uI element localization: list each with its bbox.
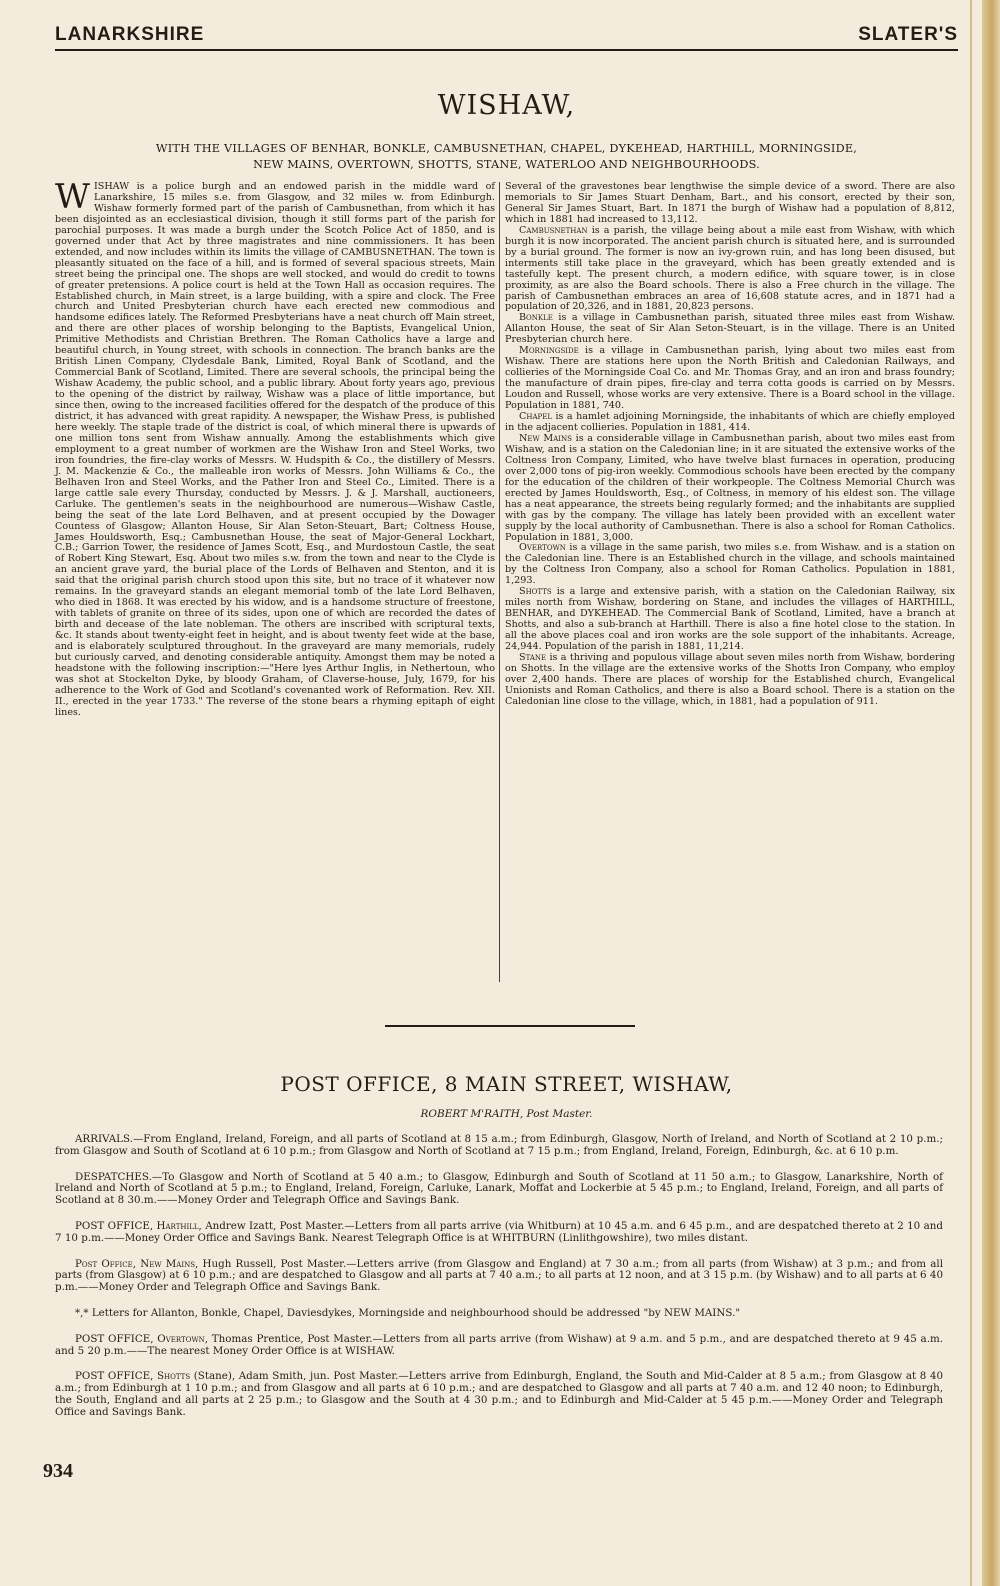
post-office-paragraph: POST OFFICE, Shotts (Stane), Adam Smith, jun. Post Master.—Letters arrive from Edinburgh, England, the South and Mid-Calder at 8 5 a.m.; from Glasgow at 8 40 a.m.; from Edinburgh at 1 10 p.m.; and from Glasgow and all parts at 6 10 p.m.; and are despatched to Glasgow and all parts at 7 40 a.m. and 12 40 noon; to Edinburgh, the South, England and all parts at 2 25 p.m.; to Glasgow and the South at 4 30 p.m.; and to Edinburgh and Mid-Calder at 5 45 p.m.——Money Order and Telegraph Office and Savings Bank. bbox=[55, 1370, 944, 1418]
drop-cap: W bbox=[55, 177, 90, 217]
subtitle-line: NEW MAINS, OVERTOWN, SHOTTS, STANE, WATERLOO AND NEIGHBOURHOODS. bbox=[253, 158, 760, 171]
village-name: Chapel bbox=[519, 411, 552, 423]
village-paragraph: Stane is a thriving and populous village about seven miles north from Wishaw, bordering on Shotts. In the village are the extensive works of the Shotts Iron Company, who employ over 2,400 hands. There are places of worship for the Established church, Evangelical Unionists and Roman Catholics, and there is also a Board school. There is a station on the Caledonian line close to the village, which, in 1881, had a population of 911. bbox=[505, 651, 955, 707]
village-name: Stane bbox=[519, 651, 547, 663]
post-master-line: ROBERT M'RAITH, Post Master. bbox=[420, 1108, 593, 1120]
village-name: Shotts bbox=[519, 586, 552, 598]
subtitle-line: WITH THE VILLAGES OF BENHAR, BONKLE, CAMBUSNETHAN, CHAPEL, DYKEHEAD, HARTHILL, MORNINGSIDE, bbox=[155, 142, 858, 155]
section-divider bbox=[385, 1025, 635, 1027]
post-office-paragraph: Post Office, New Mains, Hugh Russell, Post Master.—Letters arrive (from Glasgow and England) at 7 30 a.m.; from all parts (from Wishaw) at 3 p.m.; and from all parts (from Glasgow) at 6 10 p.m.; and are despatched to Glasgow and all parts at 7 40 a.m.; to all parts at 12 noon, and at 3 15 p.m. (by Wishaw) and to all parts at 6 40 p.m.——Money Order and Telegraph Office and Savings Bank. bbox=[55, 1257, 943, 1294]
page-subtitle bbox=[75, 141, 938, 173]
page-edge-shadow bbox=[970, 0, 972, 1586]
village-name: New Mains bbox=[519, 432, 572, 444]
left-column bbox=[55, 177, 495, 719]
post-office-paragraph: DESPATCHES.—To Glasgow and North of Scotland at 5 40 a.m.; to Glasgow, Edinburgh and South of Scotland at 11 50 a.m.; to Glasgow, Lanarkshire, North of Ireland and North of Scotland at 5 p.m.; to England, Ireland, Foreign, Carluke, Lanark, Moffat and Lockerbie at 5 45 p.m.; to England, Ireland, Foreign, and all parts of Scotland at 8 30.m.——Money Order and Telegraph Office and Savings Bank. bbox=[55, 1170, 943, 1207]
header-rule bbox=[55, 49, 958, 51]
header-publisher: SLATER'S bbox=[858, 24, 958, 45]
right-column bbox=[505, 182, 955, 708]
running-header bbox=[55, 24, 958, 50]
village-name: Overtown bbox=[519, 542, 566, 554]
village-name: Morningside bbox=[519, 345, 579, 357]
village-paragraph: Chapel is a hamlet adjoining Morningside, the inhabitants of which are chiefly employed in the adjacent collieries. Population in 1881, 414. bbox=[505, 411, 955, 433]
column-divider bbox=[499, 182, 500, 982]
village-paragraph: Bonkle is a village in Cambusnethan parish, situated three miles east from Wishaw. Allanton House, the seat of Sir Alan Seton-Steuart, is in the village. There is an United Presbyterian church here. bbox=[505, 312, 955, 346]
post-office-title: POST OFFICE, 8 MAIN STREET, WISHAW, bbox=[280, 1072, 733, 1096]
village-paragraph: Cambusnethan is a parish, the village being about a mile east from Wishaw, with which burgh it is now incorporated. The ancient parish church is situated here, and is surrounded by a burial ground. The former is now an ivy-grown ruin, and has long been disused, but interments still take place in the graveyard, which has been greatly extended and is tastefully kept. The present church, a modern edifice, with square tower, is in close proximity, as are also the Board schools. There is also a Free church in the village. The parish of Cambusnethan embraces an area of 16,608 statute acres, and in 1871 had a population of 20,326, and in 1881, 20,823 persons. bbox=[505, 224, 955, 313]
header-county: LANARKSHIRE bbox=[55, 24, 205, 45]
village-name: Bonkle bbox=[519, 312, 553, 324]
village-name: Cambusnethan bbox=[519, 224, 588, 236]
village-paragraph: New Mains is a considerable village in Cambusnethan parish, about two miles east from Wishaw, and is a station on the Caledonian line; in it are situated the extensive works of the Coltness Iron Company, Limited, who have twelve blast furnaces in operation, producing over 2,000 tons of pig-iron weekly. Commodious schools have been erected by the company for the education of the children of their workpeople. The Coltness Memorial Church was erected by James Houldsworth, Esq., of Coltness, in memory of his eldest son. The village has a neat appearance, the streets being regularly formed; and the inhabitants are supplied with gas by the company. The village has lately been provided with an excellent water supply by the local authority of Cambusnethan. There is also a school for Roman Catholics. Population in 1881, 3,000. bbox=[505, 432, 955, 543]
post-office-body bbox=[55, 1134, 943, 1433]
post-office-paragraph: ARRIVALS.—From England, Ireland, Foreign, and all parts of Scotland at 8 15 a.m.; from Edinburgh, Glasgow, North of Ireland, and North of Scotland at 2 10 p.m.; from Glasgow and South of Scotland at 6 10 p.m.; from Glasgow and North of Scotland at 7 15 p.m.; from England, Ireland, Foreign, Edinburgh, &c. at 6 10 p.m. bbox=[55, 1133, 943, 1157]
post-office-paragraph: POST OFFICE, Overtown, Thomas Prentice, Post Master.—Letters from all parts arrive (from Wishaw) at 9 a.m. and 5 p.m., and are despatched thereto at 9 45 a.m. and 5 20 p.m.——The nearest Money Order Office is at WISHAW. bbox=[55, 1332, 943, 1357]
post-office-paragraph: POST OFFICE, Harthill, Andrew Izatt, Post Master.—Letters from all parts arrive (via Whitburn) at 10 45 a.m. and 6 45 p.m., and are despatched thereto at 2 10 and 7 10 p.m.——Money Order Office and Savings Bank. Nearest Telegraph Office is at WHITBURN (Linlithgowshire), two miles distant. bbox=[55, 1219, 943, 1244]
village-paragraph: Overtown is a village in the same parish, two miles s.e. from Wishaw. and is a station on the Caledonian line. There is an Established church in the village, and schools maintained by the Coltness Iron Company, also a school for Roman Catholics. Population in 1881, 1,293. bbox=[505, 542, 955, 587]
book-spine-edge bbox=[982, 0, 1000, 1586]
page-title: WISHAW, bbox=[437, 90, 576, 121]
village-paragraph: Morningside is a village in Cambusnethan parish, lying about two miles east from Wishaw. There are stations here upon the North British and Caledonian Railways, and collieries of the Morningside Coal Co. and Mr. Thomas Gray, and an iron and brass foundry; the manufacture of drain pipes, fire-clay and terra cotta goods is carried on by Messrs. Loudon and Russell, whose works are very extensive. There is a Board school in the village. Population in 1881, 740. bbox=[505, 345, 955, 412]
village-paragraph: Several of the gravestones bear lengthwise the simple device of a sword. There are also memorials to Sir James Stuart Denham, Bart., and his consort, erected by their son, General Sir James Stuart, Bart. In 1871 the burgh of Wishaw had a population of 8,812, which in 1881 had increased to 13,112. bbox=[505, 181, 955, 225]
village-paragraph: Shotts is a large and extensive parish, with a station on the Caledonian Railway, six miles north from Wishaw, bordering on Stane, and includes the villages of HARTHILL, BENHAR, and DYKEHEAD. The Commercial Bank of Scotland, Limited, have a branch at Shotts, and also a sub-branch at Harthill. There is also a fine hotel close to the station. In all the above places coal and iron works are the sole support of the inhabitants. Acreage, 24,944. Population of the parish in 1881, 11,214. bbox=[505, 586, 955, 653]
page-number: 934 bbox=[43, 1460, 73, 1482]
post-office-paragraph: *,* Letters for Allanton, Bonkle, Chapel, Daviesdykes, Morningside and neighbourhood should be addressed "by NEW MAINS." bbox=[75, 1306, 741, 1319]
left-column-text: ISHAW is a police burgh and an endowed parish in the middle ward of Lanarkshire, 15 miles s.e. from Glasgow, and 32 miles w. from Edinburgh. Wishaw formerly formed part of the parish of Cambusnethan, from which it has been disjointed as an ecclesiastical division, though it still forms part of the parish for parochial purposes. It was made a burgh under the Scotch Police Act of 1850, and is governed under that Act by three magistrates and nine commissioners. It has been extended, and now includes within its limits the village of CAMBUSNETHAN. The town is pleasantly situated on the face of a hill, and is formed of several spacious streets, Main street being the principal one. The shops are well stocked, and would do credit to towns of greater pretensions. A police court is held at the Town Hall as occasion requires. The Established church, in Main street, is a large building, with a spire and clock. The Free church and United Presbyterian church have each erected new commodious and handsome edifices lately. The Reformed Presbyterians have a neat church off Main street, and there are other places of worship belonging to the Baptists, Evangelical Union, Primitive Methodists and Christian Brethren. The Roman Catholics have a large and beautiful church, in Young street, with schools in connection. The branch banks are the British Linen Company, Clydesdale Bank, Limited, Royal Bank of Scotland, and the Commercial Bank of Scotland, Limited. There are several schools, the principal being the Wishaw Academy, the public school, and a public library. About forty years ago, previous to the opening of the district by railway, Wishaw was a place of little importance, but since then, owing to the increased facilities offered for the despatch of the produce of this district, it has advanced with great rapidity. A newspaper, the Wishaw Press, is published here weekly. The staple trade of the district is coal, of which mineral there is upwards of one million tons sent from Wishaw annually. Among the establishments which give employment to a great number of workmen are the Wishaw Iron and Steel Works, two iron foundries, the fire-clay works of Messrs. W. Hudspith & Co., the distillery of Messrs. J. M. Mackenzie & Co., the malleable iron works of Messrs. John Williams & Co., the Belhaven Iron and Steel Works, and the Pather Iron and Steel Co., Limited. There is a large cattle sale every Thursday, conducted by Messrs. J. & J. Marshall, auctioneers, Carluke. The gentlemen's seats in the neighbourhood are numerous—Wishaw Castle, being the seat of the late Lord Belhaven, and at present occupied by the Dowager Countess of Glasgow; Allanton House, Sir Alan Seton-Steuart, Bart; Coltness House, James Houldsworth, Esq.; Cambusnethan House, the seat of Major-General Lockhart, C.B.; Garrion Tower, the residence of James Scott, Esq., and Murdostoun Castle, the seat of Robert King Stewart, Esq. About two miles s.w. from the town and near to the Clyde is an ancient grave yard, the burial place of the Lords of Belhaven and Stenton, and it is said that the original parish church stood upon this site, but no trace of it whatever now remains. In the graveyard stands an elegant memorial tomb of the late Lord Belhaven, who died in 1868. It was erected by his widow, and is a handsome structure of freestone, with tablets of granite on three of its sides, upon one of which are recorded the dates of birth and decease of the late nobleman. The others are inscribed with scriptural texts, &c. It stands about twenty-eight feet in height, and is about twenty feet wide at the base, and is elaborately sculptured throughout. In the graveyard are many memorials, rudely but curiously carved, and denoting considerable antiquity. Amongst them may be noted a headstone with the following inscription:—"Here lyes Arthur Inglis, in Nethertoun, who was shot at Stockelton Dyke, by bloody Graham, of Claverse-house, July, 1679, for his adherence to the Work of God and Scotland's covenanted work of Reformation. Rev. XII. II., erected in the year 1733." The reverse of the stone bears a rhyming epitaph of eight lines. bbox=[55, 181, 495, 718]
